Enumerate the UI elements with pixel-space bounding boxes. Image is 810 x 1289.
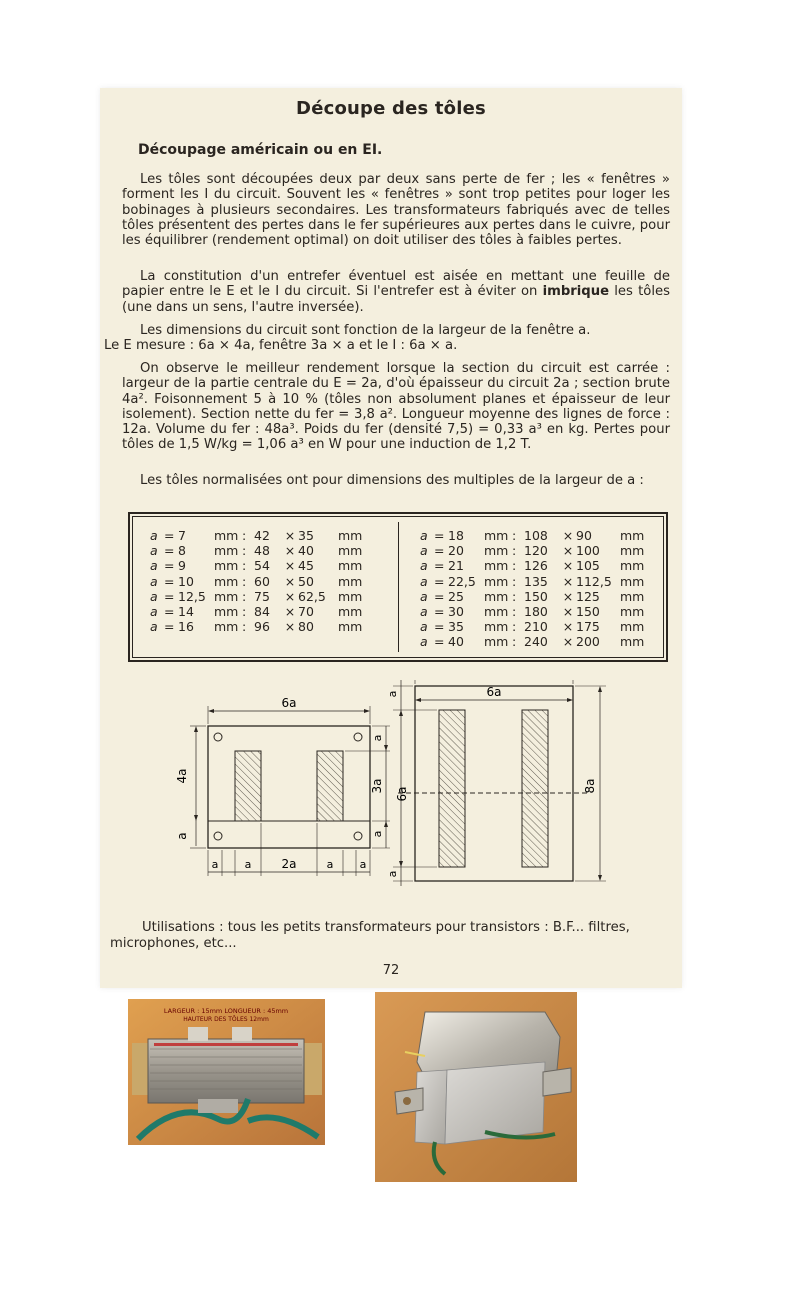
table-column-left xyxy=(150,528,366,634)
mounting-hole xyxy=(354,832,362,840)
photo-caption: LARGEUR : 15mm LONGUEUR : 45mm xyxy=(163,1007,289,1015)
cell-val: 9 xyxy=(178,558,186,574)
table-row xyxy=(150,574,366,589)
table-row xyxy=(420,589,648,604)
dim-label-3a: 3a xyxy=(370,778,384,794)
cell-val: 18 xyxy=(448,528,464,543)
cell-w: 96 xyxy=(254,619,270,635)
cell-a: a xyxy=(150,588,158,604)
paragraph-4: On observe le meilleur rendement lorsque la section du circuit est carrée : largeur de la partie centrale du E = 2a, d'où épaisseur du circuit 2a ; section brute 4a². Foisonnement 5 à 10 % (tôles non absolument planes et épaisseur de leur isolement). Section nette du fer = 3,8 a². Longueur moyenne des lignes de force : 12a. Volume du fer : 48a³. Poids du fer (densité 7,5) = 0,33 a³ en kg. Pertes pour tôles de 1,5 W/kg = 1,06 a³ en W pour une induction de 1,2 T. xyxy=(122,361,670,453)
cell-h: 80 xyxy=(298,619,314,635)
cell-symbol: × xyxy=(562,573,574,589)
cell-symbol: : xyxy=(512,528,517,543)
cell-symbol: : xyxy=(512,558,517,574)
cell-h: 105 xyxy=(576,558,600,574)
dim-label-a: a xyxy=(371,734,384,742)
cell-unit: mm xyxy=(214,543,239,559)
cell-h: 150 xyxy=(576,604,600,620)
cell-symbol: = xyxy=(434,543,445,559)
cell-a: a xyxy=(420,634,428,650)
dim-label-a: a xyxy=(211,858,219,871)
usage-note: Utilisations : tous les petits transformateurs pour transistors : B.F... filtres, microphones, etc... xyxy=(110,920,630,951)
section-subtitle: Découpage américain ou en EI. xyxy=(138,142,383,158)
cell-symbol: = xyxy=(434,619,445,635)
cell-symbol: × xyxy=(562,604,574,620)
cell-symbol: = xyxy=(164,604,175,620)
cell-unit2: mm xyxy=(338,528,363,543)
table-row xyxy=(150,528,366,543)
cell-symbol: = xyxy=(434,634,445,650)
table-row xyxy=(420,604,648,619)
cell-h: 100 xyxy=(576,543,600,559)
cell-a: a xyxy=(150,543,158,559)
cell-val: 22,5 xyxy=(448,573,476,589)
cell-symbol: = xyxy=(164,619,175,635)
cell-h: 50 xyxy=(298,573,314,589)
cell-unit: mm xyxy=(214,573,239,589)
cell-w: 84 xyxy=(254,604,270,620)
cell-symbol: = xyxy=(164,528,175,543)
cell-unit: mm xyxy=(484,604,509,620)
cell-unit2: mm xyxy=(620,604,645,620)
cell-val: 40 xyxy=(448,634,464,650)
dim-label-a: a xyxy=(175,832,189,840)
cell-val: 14 xyxy=(178,604,194,620)
cell-symbol: = xyxy=(434,588,445,604)
cell-symbol: : xyxy=(242,619,247,635)
cell-a: a xyxy=(420,604,428,620)
cell-unit2: mm xyxy=(338,619,363,635)
cell-val: 35 xyxy=(448,619,464,635)
cell-a: a xyxy=(150,604,158,620)
cell-val: 21 xyxy=(448,558,464,574)
cell-symbol: = xyxy=(434,528,445,543)
cell-w: 42 xyxy=(254,528,270,543)
photo-caption: HAUTEUR DES TÔLES 12mm xyxy=(183,1016,269,1023)
cell-val: 12,5 xyxy=(178,588,206,604)
table-column-right xyxy=(420,528,648,650)
table-row xyxy=(150,604,366,619)
dim-label-6a: 6a xyxy=(281,696,297,710)
cell-symbol: : xyxy=(242,528,247,543)
transformer-photo-2 xyxy=(375,992,577,1182)
cell-symbol: : xyxy=(242,573,247,589)
cell-unit2: mm xyxy=(338,558,363,574)
cell-symbol: : xyxy=(512,604,517,620)
cell-symbol: × xyxy=(284,604,296,620)
cell-w: 180 xyxy=(524,604,548,620)
cell-unit: mm xyxy=(484,619,509,635)
cell-h: 45 xyxy=(298,558,314,574)
cell-symbol: × xyxy=(562,588,574,604)
table-row xyxy=(420,558,648,573)
dim-label-a: a xyxy=(244,858,252,871)
cell-unit: mm xyxy=(214,558,239,574)
table-row xyxy=(150,619,366,634)
dim-label-2a: 2a xyxy=(281,857,297,871)
cell-unit2: mm xyxy=(620,573,645,589)
cell-symbol: = xyxy=(434,604,445,620)
cell-symbol: × xyxy=(284,528,296,543)
paragraph-1: Les tôles sont découpées deux par deux sans perte de fer ; les « fenêtres » forment les I du circuit. Souvent les « fenêtres » sont trop petites pour loger les bobinages à plusieurs secondaires. Les transformateurs fabriqués avec de telles tôles présentent des pertes dans le fer supérieures aux pertes dans le cuivre, pour les équilibrer (rendement optimal) on doit utiliser des tôles à faibles pertes. xyxy=(122,172,670,249)
cell-symbol: : xyxy=(242,543,247,559)
cell-unit2: mm xyxy=(620,619,645,635)
cell-symbol: × xyxy=(284,619,296,635)
cell-symbol: × xyxy=(562,558,574,574)
mounting-hole xyxy=(354,733,362,741)
cell-a: a xyxy=(420,573,428,589)
cell-symbol: × xyxy=(562,619,574,635)
cell-w: 60 xyxy=(254,573,270,589)
page-number: 72 xyxy=(382,963,400,978)
cell-h: 112,5 xyxy=(576,573,612,589)
cell-symbol: × xyxy=(284,573,296,589)
cell-symbol: = xyxy=(434,558,445,574)
cell-unit2: mm xyxy=(620,543,645,559)
cell-symbol: × xyxy=(562,543,574,559)
cell-symbol: = xyxy=(164,543,175,559)
cell-w: 48 xyxy=(254,543,270,559)
dim-label-4a: 4a xyxy=(175,768,189,784)
cell-w: 126 xyxy=(524,558,548,574)
cell-w: 135 xyxy=(524,573,548,589)
cell-a: a xyxy=(420,543,428,559)
transformer-photo-1 xyxy=(128,999,325,1145)
cell-symbol: : xyxy=(512,543,517,559)
cell-unit: mm xyxy=(214,588,239,604)
cell-a: a xyxy=(420,528,428,543)
cell-w: 120 xyxy=(524,543,548,559)
cell-a: a xyxy=(420,588,428,604)
cell-symbol: = xyxy=(164,588,175,604)
cell-unit: mm xyxy=(484,588,509,604)
cell-unit2: mm xyxy=(338,543,363,559)
cell-unit: mm xyxy=(484,558,509,574)
cell-a: a xyxy=(420,619,428,635)
cell-h: 40 xyxy=(298,543,314,559)
cell-symbol: = xyxy=(434,573,445,589)
cell-val: 7 xyxy=(178,528,186,543)
cell-unit: mm xyxy=(214,619,239,635)
cell-unit2: mm xyxy=(620,558,645,574)
cell-symbol: × xyxy=(562,528,574,543)
cell-h: 125 xyxy=(576,588,600,604)
cell-unit: mm xyxy=(484,543,509,559)
page-title: Découpe des tôles xyxy=(296,98,486,119)
cell-w: 108 xyxy=(524,528,548,543)
cell-val: 30 xyxy=(448,604,464,620)
ei-lamination-diagram xyxy=(168,676,648,894)
dim-label-a: a xyxy=(386,870,399,878)
cell-a: a xyxy=(150,573,158,589)
cell-symbol: : xyxy=(242,604,247,620)
paragraph-5: Les tôles normalisées ont pour dimensions des multiples de la largeur de a : xyxy=(140,473,644,488)
cell-a: a xyxy=(150,528,158,543)
cell-w: 240 xyxy=(524,634,548,650)
cell-val: 10 xyxy=(178,573,194,589)
dim-label-a: a xyxy=(326,858,334,871)
bold-word: imbrique xyxy=(542,284,610,300)
cell-w: 210 xyxy=(524,619,548,635)
table-row xyxy=(420,574,648,589)
cell-symbol: : xyxy=(512,588,517,604)
cell-symbol: × xyxy=(284,558,296,574)
cell-a: a xyxy=(150,619,158,635)
dimensions-table xyxy=(128,512,668,662)
cell-symbol: × xyxy=(284,543,296,559)
cell-unit2: mm xyxy=(620,528,645,543)
cell-val: 8 xyxy=(178,543,186,559)
cell-symbol: : xyxy=(512,573,517,589)
table-row xyxy=(420,528,648,543)
cell-symbol: = xyxy=(164,573,175,589)
cell-w: 75 xyxy=(254,588,270,604)
cell-symbol: : xyxy=(242,588,247,604)
table-row xyxy=(420,543,648,558)
dim-label-a: a xyxy=(386,690,399,698)
cell-symbol: = xyxy=(164,558,175,574)
cell-unit: mm xyxy=(484,528,509,543)
cell-unit: mm xyxy=(214,604,239,620)
cell-val: 25 xyxy=(448,588,464,604)
table-row xyxy=(150,543,366,558)
cell-symbol: × xyxy=(284,588,296,604)
cell-w: 150 xyxy=(524,588,548,604)
cell-unit: mm xyxy=(484,634,509,650)
cell-h: 90 xyxy=(576,528,592,543)
cell-h: 200 xyxy=(576,634,600,650)
cell-unit2: mm xyxy=(620,634,645,650)
paragraph-3: Les dimensions du circuit sont fonction de la largeur de la fenêtre a. Le E mesure : 6a × 4a, fenêtre 3a × a et le I : 6a × a. xyxy=(104,323,591,354)
cell-h: 35 xyxy=(298,528,314,543)
cell-symbol: : xyxy=(242,558,247,574)
cell-a: a xyxy=(420,558,428,574)
book-page xyxy=(100,88,682,988)
i-lamination-drawing xyxy=(386,680,606,886)
cell-symbol: × xyxy=(562,634,574,650)
table-row xyxy=(150,589,366,604)
cell-w: 54 xyxy=(254,558,270,574)
cell-unit2: mm xyxy=(338,588,363,604)
paragraph-2: La constitution d'un entrefer éventuel est aisée en mettant une feuille de papier entre le E et le I du circuit. Si l'entrefer est à éviter on imbrique les tôles (une dans un sens, l'autre inversée). xyxy=(122,269,670,315)
cell-unit2: mm xyxy=(338,604,363,620)
mounting-hole xyxy=(214,733,222,741)
dim-label-a: a xyxy=(371,830,384,838)
dim-label-6a: 6a xyxy=(486,685,502,699)
cell-unit2: mm xyxy=(620,588,645,604)
dim-label-6a: 6a xyxy=(395,786,409,802)
cell-h: 70 xyxy=(298,604,314,620)
dim-label-8a: 8a xyxy=(583,778,597,794)
table-row xyxy=(150,558,366,573)
cell-unit2: mm xyxy=(338,573,363,589)
table-row xyxy=(420,634,648,649)
table-row xyxy=(420,619,648,634)
e-lamination-drawing xyxy=(175,696,390,876)
mounting-hole xyxy=(214,832,222,840)
cell-unit: mm xyxy=(484,573,509,589)
cell-h: 62,5 xyxy=(298,588,326,604)
cell-a: a xyxy=(150,558,158,574)
dim-label-a: a xyxy=(359,858,367,871)
cell-val: 16 xyxy=(178,619,194,635)
cell-h: 175 xyxy=(576,619,600,635)
table-divider xyxy=(398,522,399,652)
cell-symbol: : xyxy=(512,634,517,650)
cell-val: 20 xyxy=(448,543,464,559)
cell-unit: mm xyxy=(214,528,239,543)
cell-symbol: : xyxy=(512,619,517,635)
